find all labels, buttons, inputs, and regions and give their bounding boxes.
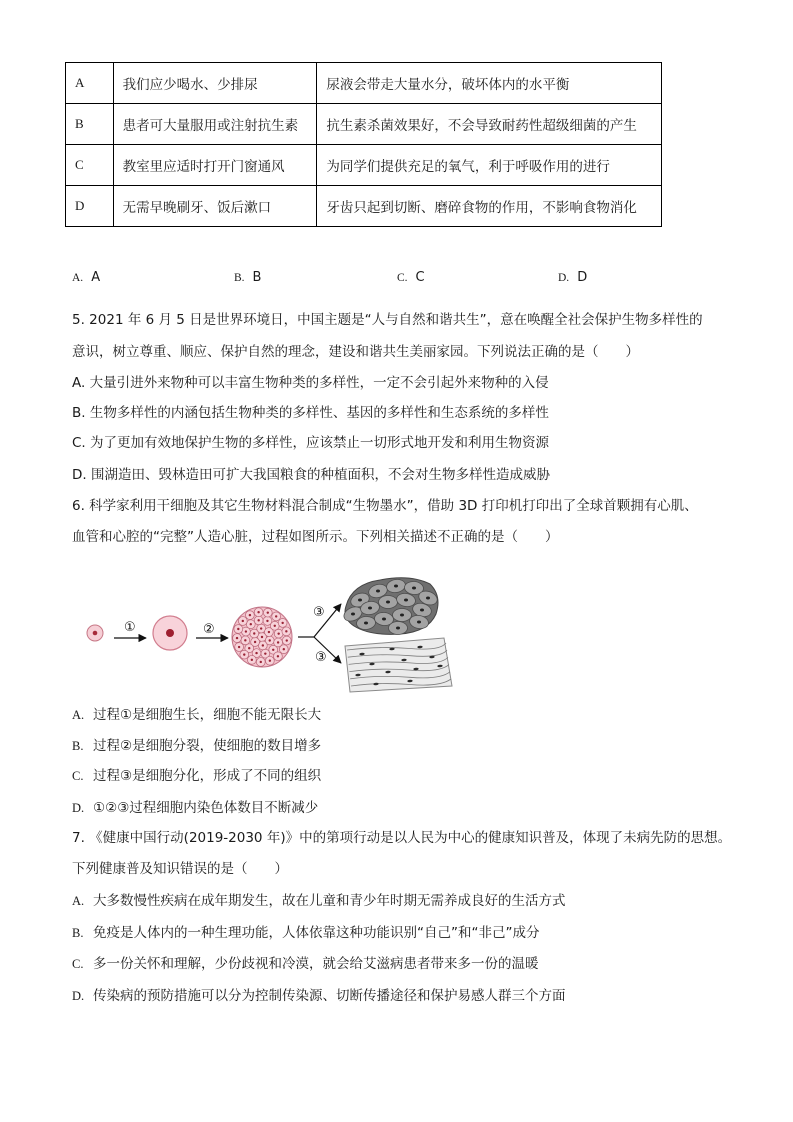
cluster-cell-nucleus <box>243 653 245 655</box>
option-text: 过程③是细胞分化，形成了不同的组织 <box>93 768 322 784</box>
muscle-cell-nucleus <box>426 597 430 600</box>
divided-cell-cluster <box>232 607 292 667</box>
option-text: 为了更加有效地保护生物的多样性，应该禁止一切形式地开发和利用生物资源 <box>90 435 550 451</box>
q7-option-d[interactable] <box>72 987 566 1005</box>
q6-stem-line: 血管和心腔的“完整”人造心脏，过程如图所示。下列相关描述不正确的是（ ） <box>72 529 559 545</box>
muscle-cell-nucleus <box>404 599 408 602</box>
table-row <box>66 104 662 145</box>
option-text: 生物多样性的内涵包括生物种类的多样性、基因的多样性和生态系统的多样性 <box>89 405 549 421</box>
q6-option-b[interactable] <box>72 737 321 755</box>
muscle-cell-nucleus <box>417 621 421 624</box>
q4-option-table <box>65 62 662 227</box>
cluster-cell-nucleus <box>260 661 262 663</box>
cluster-cell-nucleus <box>238 646 240 648</box>
option-key: C. <box>72 435 86 451</box>
cluster-cell-nucleus <box>250 623 252 625</box>
table-row <box>66 145 662 186</box>
option-key: A. <box>72 375 86 391</box>
cluster-cell-nucleus <box>248 647 250 649</box>
cluster-cell-nucleus <box>277 632 279 634</box>
cluster-cell-nucleus <box>249 614 251 616</box>
q5-stem-line: 5. 2021 年 6 月 5 日是世界环境日，中国主题是“人与自然和谐共生”，意在唤醒全社会保护生物多样性的 <box>72 312 703 328</box>
option-text: 多一份关怀和理解，少份歧视和冷漠，就会给艾滋病患者带来多一份的温暖 <box>93 956 539 972</box>
table-row <box>66 186 662 227</box>
muscle-cell-nucleus <box>412 587 416 590</box>
choice-value: D <box>577 270 588 285</box>
option-text: 传染病的预防措施可以分为控制传染源、切断传播途径和保护易感人群三个方面 <box>93 988 566 1004</box>
muscle-cell-nucleus <box>364 622 368 625</box>
row-option-label: B <box>66 104 114 145</box>
q5-option-d[interactable] <box>72 466 550 484</box>
cell-process-diagram <box>60 570 470 695</box>
cluster-cell-nucleus <box>285 630 287 632</box>
process-3-upper-label: ③ <box>313 605 325 620</box>
cluster-cell-nucleus <box>262 644 264 646</box>
process-1-label: ① <box>124 620 136 635</box>
option-text: 大量引进外来物种可以丰富生物种类的多样性，一定不会引起外来物种的入侵 <box>89 375 549 391</box>
q4-choice-c[interactable] <box>397 269 425 287</box>
option-key: C. <box>72 769 84 783</box>
muscle-cell-nucleus <box>358 599 362 602</box>
row-reason: 为同学们提供充足的氧气，利于呼吸作用的进行 <box>317 145 662 186</box>
row-measure: 无需早晚刷牙、饭后漱口 <box>113 186 317 227</box>
muscle-cell-nucleus <box>368 607 372 610</box>
q6-option-d[interactable] <box>72 799 318 817</box>
q4-choice-d[interactable] <box>558 269 587 287</box>
cluster-cell-nucleus <box>264 652 266 654</box>
q4-choice-a[interactable] <box>72 269 100 287</box>
option-text: 过程②是细胞分裂，使细胞的数目增多 <box>93 738 322 754</box>
option-key: D. <box>72 801 85 815</box>
cluster-cell-nucleus <box>268 631 270 633</box>
option-text: 围湖造田、毁林造田可扩大我国粮食的种植面积，不会对生物多样性造成威胁 <box>90 467 550 483</box>
q7-stem-line: 下列健康普及知识错误的是（ ） <box>72 861 288 877</box>
row-reason: 抗生素杀菌效果好，不会导致耐药性超级细菌的产生 <box>317 104 662 145</box>
cluster-cell-nucleus <box>267 611 269 613</box>
choice-key: B. <box>234 272 245 284</box>
cluster-cell-nucleus <box>275 615 277 617</box>
option-key: B. <box>72 739 84 753</box>
cluster-cell-nucleus <box>257 619 259 621</box>
cluster-cell-nucleus <box>283 648 285 650</box>
cluster-cell-nucleus <box>274 625 276 627</box>
cluster-cell-nucleus <box>253 632 255 634</box>
option-key: B. <box>72 405 86 421</box>
process-3-lower-label: ③ <box>315 650 327 665</box>
muscle-cell-nucleus <box>382 618 386 621</box>
cluster-cell-nucleus <box>254 641 256 643</box>
cluster-cell-nucleus <box>281 622 283 624</box>
cluster-cell-nucleus <box>277 641 279 643</box>
muscle-cell-nucleus <box>420 609 424 612</box>
option-text: 过程①是细胞生长，细胞不能无限长大 <box>93 707 322 723</box>
process-2-label: ② <box>203 622 215 637</box>
cluster-cell-nucleus <box>277 655 279 657</box>
q6-option-c[interactable] <box>72 767 321 785</box>
cluster-cell-nucleus <box>255 652 257 654</box>
cluster-cell-nucleus <box>269 639 271 641</box>
choice-value: C <box>415 270 425 285</box>
option-key: A. <box>72 894 85 908</box>
q7-option-c[interactable] <box>72 955 539 973</box>
option-key: B. <box>72 926 84 940</box>
cluster-cell-nucleus <box>244 639 246 641</box>
q5-option-b[interactable] <box>72 404 549 422</box>
q7-stem-line: 7. 《健康中国行动(2019-2030 年)》中的第项行动是以人民为中心的健康知识普及，体现了未病先防的思想。 <box>72 830 732 846</box>
muscle-cell-nucleus <box>394 585 398 588</box>
option-key: D. <box>72 989 85 1003</box>
row-measure: 教室里应适时打开门窗通风 <box>113 145 317 186</box>
cluster-cell-nucleus <box>266 620 268 622</box>
option-text: 免疫是人体内的一种生理功能，人体依靠这种功能识别“自己”和“非己”成分 <box>93 925 540 941</box>
choice-key: D. <box>558 272 570 284</box>
row-reason: 牙齿只起到切断、磨碎食物的作用，不影响食物消化 <box>317 186 662 227</box>
row-reason: 尿液会带走大量水分，破坏体内的水平衡 <box>317 63 662 104</box>
option-text: 大多数慢性疾病在成年期发生，故在儿童和青少年时期无需养成良好的生活方式 <box>93 893 566 909</box>
q5-stem-line: 意识，树立尊重、顺应、保护自然的理念，建设和谐共生美丽家园。下列说法正确的是（ ） <box>72 344 639 360</box>
cluster-cell-nucleus <box>251 659 253 661</box>
cluster-cell-nucleus <box>245 630 247 632</box>
cluster-cell-nucleus <box>260 627 262 629</box>
choice-key: A. <box>72 272 84 284</box>
q6-stem-line: 6. 科学家利用干细胞及其它生物材料混合制成“生物墨水”，借助 3D 打印机打印出了全球首颗拥有心肌、 <box>72 498 698 514</box>
q4-choice-b[interactable] <box>234 269 261 287</box>
cluster-cell-nucleus <box>236 637 238 639</box>
q7-option-b[interactable] <box>72 924 539 942</box>
option-key: A. <box>72 708 85 722</box>
cluster-cell-nucleus <box>242 620 244 622</box>
cluster-cell-nucleus <box>257 611 259 613</box>
cluster-cell-nucleus <box>237 628 239 630</box>
row-measure: 患者可大量服用或注射抗生素 <box>113 104 317 145</box>
cluster-cell-nucleus <box>269 660 271 662</box>
choice-key: C. <box>397 272 408 284</box>
option-key: D. <box>72 467 87 483</box>
stem-cell-nucleus <box>93 631 98 636</box>
q5-option-c[interactable] <box>72 434 549 452</box>
row-option-label: D <box>66 186 114 227</box>
choice-value: A <box>91 270 101 285</box>
muscle-cell-nucleus <box>386 601 390 604</box>
q5-option-a[interactable] <box>72 374 549 392</box>
choice-value: B <box>252 270 262 285</box>
table-row <box>66 63 662 104</box>
row-option-label: C <box>66 145 114 186</box>
muscle-cell-nucleus <box>351 613 355 616</box>
cluster-cell-nucleus <box>272 649 274 651</box>
q6-option-a[interactable] <box>72 706 321 724</box>
option-text: ①②③过程细胞内染色体数目不断减少 <box>93 800 319 816</box>
grown-cell-nucleus <box>166 629 174 637</box>
q7-option-a[interactable] <box>72 892 566 910</box>
option-key: C. <box>72 957 84 971</box>
cluster-cell-nucleus <box>286 639 288 641</box>
muscle-cell-nucleus <box>396 627 400 630</box>
row-measure: 我们应少喝水、少排尿 <box>113 63 317 104</box>
muscle-cell-nucleus <box>376 590 380 593</box>
row-option-label: A <box>66 63 114 104</box>
muscle-cell-nucleus <box>400 614 404 617</box>
cluster-cell-nucleus <box>261 636 263 638</box>
